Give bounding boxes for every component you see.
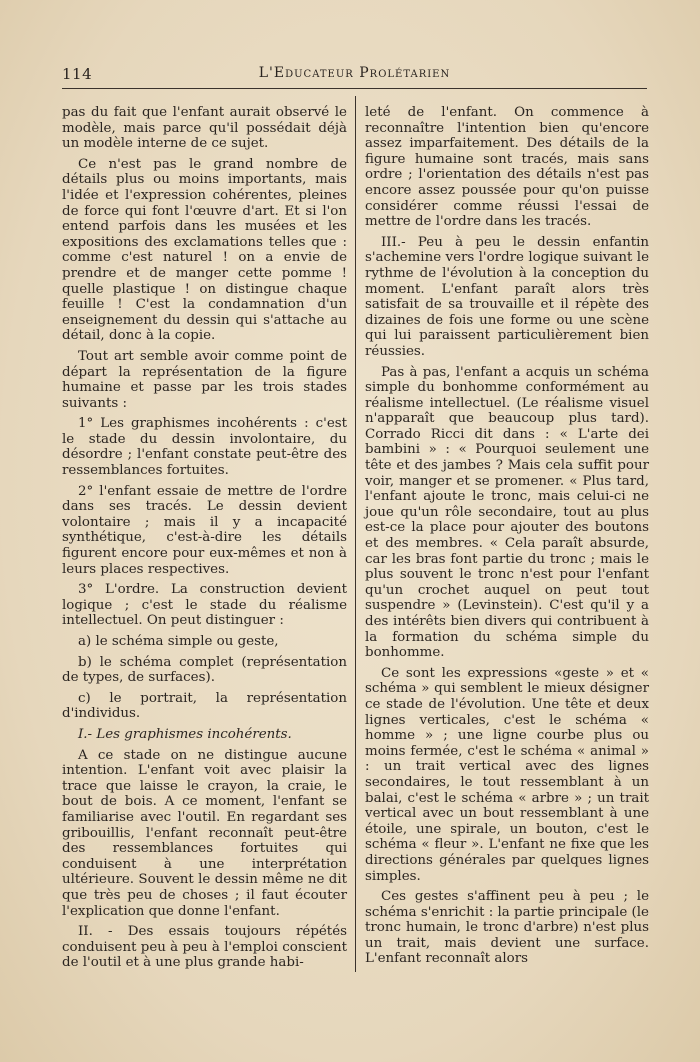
section-heading: I.- Les graphismes incohérents. bbox=[78, 726, 292, 742]
paragraph: A ce stade on ne distingue aucune intention. L'enfant voit avec plaisir la trace que laisse le crayon, la craie, le bout de bois. A ce moment, l'enfant se familiarise avec l'outil. En regardant ses gribouillis, l'enfant reconnaît peut-être des ressemblances fortuites qui conduisent à une interprétation ultérieure. Souvent le dessin même ne dit que très peu de choses ; il faut écouter l'explication que donne l'enfant. bbox=[62, 747, 347, 919]
column-divider bbox=[355, 96, 356, 972]
paragraph: leté de l'enfant. On commence à reconnaître l'intention bien qu'encore assez imparfaitement. Des détails de la figure humaine sont tracés, mais sans ordre ; l'orientation des détails n'est pas encore assez poussée pour qu'on puisse considérer comme réussi l'essai de mettre de l'ordre dans les tracés. bbox=[365, 105, 649, 230]
page-header bbox=[62, 63, 647, 85]
paragraph: Tout art semble avoir comme point de départ la représentation de la figure humaine et passe par les trois stades suivants : bbox=[62, 348, 347, 411]
journal-title: L'Educateur Prolétarien bbox=[258, 65, 451, 81]
list-item: 2° l'enfant essaie de mettre de l'ordre dans ses tracés. Le dessin devient volontaire ; mais il y a incapacité synthétique, c'est-à-dire les détails figurent encore pour eux-mêmes et non à leurs places respectives. bbox=[62, 483, 347, 577]
paragraph: II. - Des essais toujours répétés conduisent peu à peu à l'emploi conscient de l'outil et à une plus grande habi- bbox=[62, 924, 347, 971]
paragraph: Ce sont les expressions «geste » et « schéma » qui semblent le mieux désigner ce stade de l'évolution. Une tête et deux lignes verticales, c'est le schéma « homme » ; une ligne courbe plus ou moins fermée, c'est le schéma « animal » : un trait vertical avec des lignes secondaires, le tout ressemblant à un balai, c'est le schéma « arbre » ; un trait vertical avec un bout ressemblant à une étoile, une spirale, un bouton, c'est le schéma « fleur ». L'enfant ne fixe que les directions générales par quelques lignes simples. bbox=[365, 665, 649, 884]
paragraph: Pas à pas, l'enfant a acquis un schéma simple du bonhomme conformément au réalisme intellectuel. (Le réalisme visuel n'apparaît que beaucoup plus tard). Corrado Ricci dit dans : « L'arte dei bambini » : « Pourquoi seulement une tête et des jambes ? Mais cela suffit pour voir, manger et se promener. « Plus tard, l'enfant ajoute le tronc, mais celui-ci ne joue qu'un rôle secondaire, tout au plus est-ce la place pour ajouter des boutons et des membres. « Cela paraît absurde, car les bras font partie du tronc ; mais le plus souvent le tronc n'est pour l'enfant qu'un crochet auquel on peut tout suspendre » (Levinstein). C'est qu'il y a des intérêts bien divers qui contribuent à la formation du schéma simple du bonhomme. bbox=[365, 364, 649, 661]
sub-item: b) le schéma complet (représentation de types, de surfaces). bbox=[62, 654, 347, 686]
left-column bbox=[62, 105, 347, 976]
page-number: 114 bbox=[62, 65, 93, 83]
paragraph: Ce n'est pas le grand nombre de détails plus ou moins importants, mais l'idée et l'expression cohérentes, pleines de force qui font l'œuvre d'art. Et si l'on entend parfois dans les musées et les expositions des exclamations telles que : comme c'est naturel ! on a envie de prendre et de manger cette pomme ! quelle plastique ! on distingue chaque feuille ! C'est la condamnation d'un enseignement du dessin qui s'attache au détail, donc à la copie. bbox=[62, 156, 347, 344]
header-rule bbox=[62, 88, 647, 89]
sub-item: a) le schéma simple ou geste, bbox=[78, 634, 279, 649]
paragraph: Ces gestes s'affinent peu à peu ; le schéma s'enrichit : la partie principale (le tronc humain, le tronc d'arbre) n'est plus un trait, mais devient une surface. L'enfant reconnaît alors bbox=[365, 889, 649, 967]
paragraph: pas du fait que l'enfant aurait observé le modèle, mais parce qu'il possédait déjà un modèle interne de ce sujet. bbox=[62, 105, 347, 152]
sub-item: c) le portrait, la représentation d'individus. bbox=[62, 690, 347, 722]
paragraph: III.- Peu à peu le dessin enfantin s'achemine vers l'ordre logique suivant le rythme de l'évolution à la conception du moment. L'enfant paraît alors très satisfait de sa trouvaille et il répète des dizaines de fois une forme ou une scène qui lui paraissent particulièrement bien réussies. bbox=[365, 234, 649, 359]
list-item: 1° Les graphismes incohérents : c'est le stade du dessin involontaire, du désordre ; l'enfant constate peut-être des ressemblances fortuites. bbox=[62, 416, 347, 479]
right-column bbox=[365, 105, 649, 972]
list-item: 3° L'ordre. La construction devient logique ; c'est le stade du réalisme intellectuel. On peut distinguer : bbox=[62, 582, 347, 629]
